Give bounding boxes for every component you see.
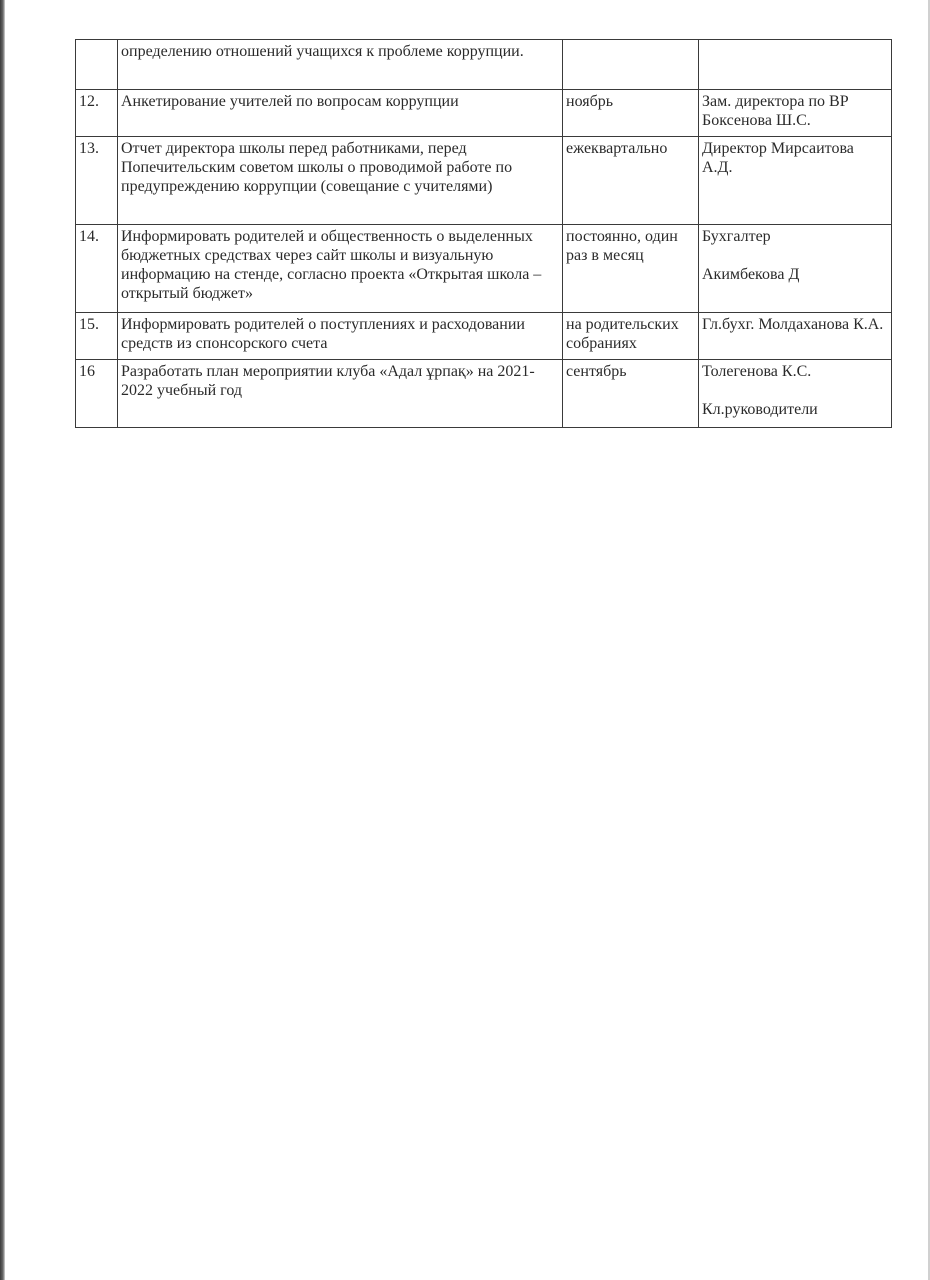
row-number: 13.: [76, 137, 118, 225]
row-activity: Информировать родителей и общественность о выделенных бюджетных средствах через сайт школы и визуальную информацию на стенде, согласно проекта «Открытая школа – открытый бюджет»: [118, 225, 563, 313]
table-row-continuation: [76, 40, 892, 90]
row-responsible: [699, 313, 892, 360]
anti-corruption-plan-table: [75, 39, 892, 428]
responsible-line: Акимбекова Д: [702, 266, 800, 283]
row-number: [76, 40, 118, 90]
row-activity: определению отношений учащихся к проблеме коррупции.: [118, 40, 563, 90]
row-responsible: [699, 90, 892, 137]
row-activity: Разработать план мероприятии клуба «Адал ұрпақ» на 2021-2022 учебный год: [118, 360, 563, 428]
responsible-line: Гл.бухг. Молдаханова К.А.: [702, 316, 884, 333]
row-term: на родительских собраниях: [563, 313, 699, 360]
table-row-16: [76, 360, 892, 428]
table-row-14: [76, 225, 892, 313]
scan-edge-shadow: [0, 0, 5, 1280]
responsible-line: Зам. директора по ВР Боксенова Ш.С.: [702, 93, 849, 129]
row-activity: Отчет директора школы перед работниками, перед Попечительским советом школы о проводимой работе по предупреждению коррупции (совещание с учителями): [118, 137, 563, 225]
row-number: 16: [76, 360, 118, 428]
row-responsible: [699, 225, 892, 313]
row-number: 14.: [76, 225, 118, 313]
row-term: ежеквартально: [563, 137, 699, 225]
row-term: сентябрь: [563, 360, 699, 428]
responsible-line: Директор Мирсаитова А.Д.: [702, 140, 854, 176]
responsible-line: Бухгалтер: [702, 228, 771, 245]
row-term: ноябрь: [563, 90, 699, 137]
row-term: постоянно, один раз в месяц: [563, 225, 699, 313]
row-responsible: [699, 137, 892, 225]
row-number: 12.: [76, 90, 118, 137]
table-row-12: [76, 90, 892, 137]
table-row-15: [76, 313, 892, 360]
row-activity: Информировать родителей о поступлениях и расходовании средств из спонсорского счета: [118, 313, 563, 360]
row-term: [563, 40, 699, 90]
responsible-line: Кл.руководители: [702, 401, 818, 418]
responsible-line: Толегенова К.С.: [702, 363, 812, 380]
row-responsible: [699, 360, 892, 428]
row-number: 15.: [76, 313, 118, 360]
row-activity: Анкетирование учителей по вопросам коррупции: [118, 90, 563, 137]
table-row-13: [76, 137, 892, 225]
row-responsible: [699, 40, 892, 90]
